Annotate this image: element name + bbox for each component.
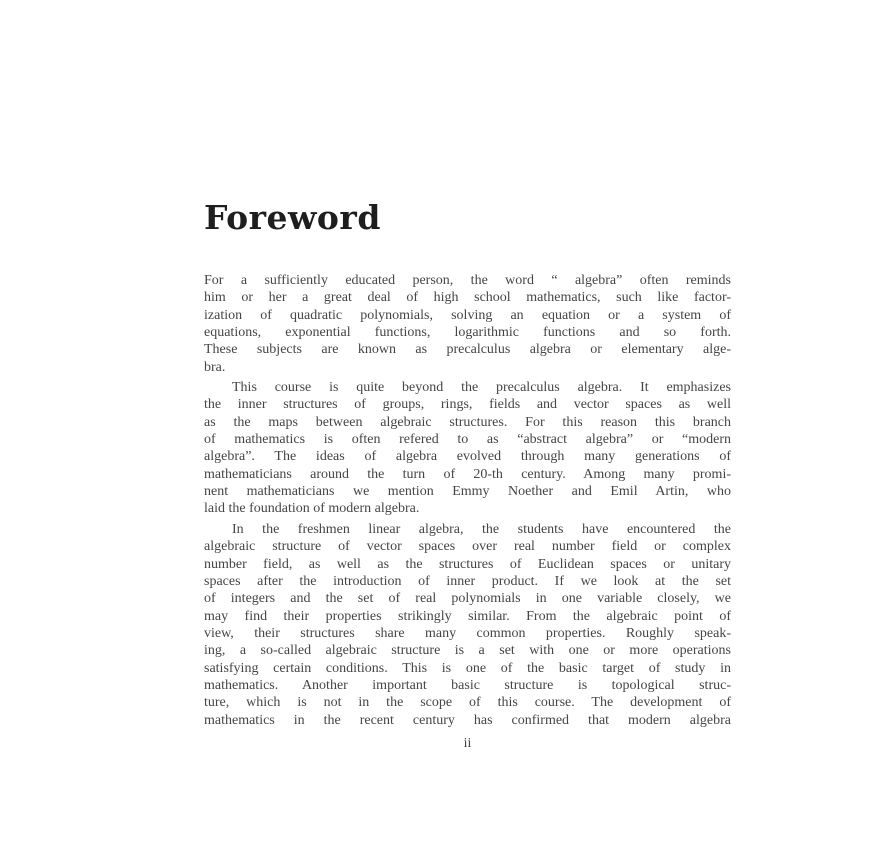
text-line: laid the foundation of modern algebra. (204, 501, 420, 517)
text-line: of integers and the set of real polynomials in one variable closely, we (204, 591, 731, 607)
text-line: For a sufficiently educated person, the word “ algebra” often reminds (204, 273, 731, 288)
text-line: nent mathematicians we mention Emmy Noether and Emil Artin, who (204, 484, 731, 500)
page-number: ii (463, 735, 472, 751)
text-line: him or her a great deal of high school mathematics, such like factor- (204, 290, 731, 306)
text-line: mathematics. Another important basic structure is topological struc- (204, 677, 731, 693)
text-line: the inner structures of groups, rings, fields and vector spaces as well (204, 397, 731, 413)
text-line: In the freshmen linear algebra, the students have encountered the (232, 521, 731, 537)
text-line: mathematicians around the turn of 20-th century. Among many promi- (204, 466, 731, 482)
text-line: These subjects are known as precalculus algebra or elementary alge- (204, 342, 731, 358)
text-line: as the maps between algebraic structures. For this reason this branch (204, 414, 731, 430)
paragraph (204, 272, 731, 376)
text-line: algebraic structure of vector spaces over real number field or complex (204, 539, 731, 555)
text-line: equations, exponential functions, logarithmic functions and so forth. (204, 325, 731, 341)
text-line: view, their structures share many common properties. Roughly speak- (204, 625, 731, 641)
text-line: of mathematics is often refered to as “abstract algebra” or “modern (204, 432, 731, 448)
text-line: ture, which is not in the scope of this course. The development of (204, 695, 731, 711)
paragraph (204, 379, 731, 518)
chapter-title: Foreword (204, 198, 381, 237)
paragraph (204, 521, 731, 729)
text-line: This course is quite beyond the precalculus algebra. It emphasizes (232, 380, 731, 396)
text-line: number field, as well as the structures of Euclidean spaces or unitary (204, 556, 731, 572)
text-line: satisfying certain conditions. This is one of the basic target of study in (204, 660, 731, 676)
text-line: ization of quadratic polynomials, solving an equation or a system of (204, 307, 731, 323)
text-line: may find their properties strikingly similar. From the algebraic point of (204, 608, 731, 624)
text-line: spaces after the introduction of inner product. If we look at the set (204, 573, 731, 589)
text-line: mathematics in the recent century has confirmed that modern algebra (204, 712, 731, 728)
text-line: algebra”. The ideas of algebra evolved through many generations of (204, 449, 731, 465)
text-line: ing, a so-called algebraic structure is a set with one or more operations (204, 643, 731, 659)
text-line: bra. (204, 359, 226, 375)
text-column (204, 0, 731, 752)
body-text (204, 272, 731, 729)
